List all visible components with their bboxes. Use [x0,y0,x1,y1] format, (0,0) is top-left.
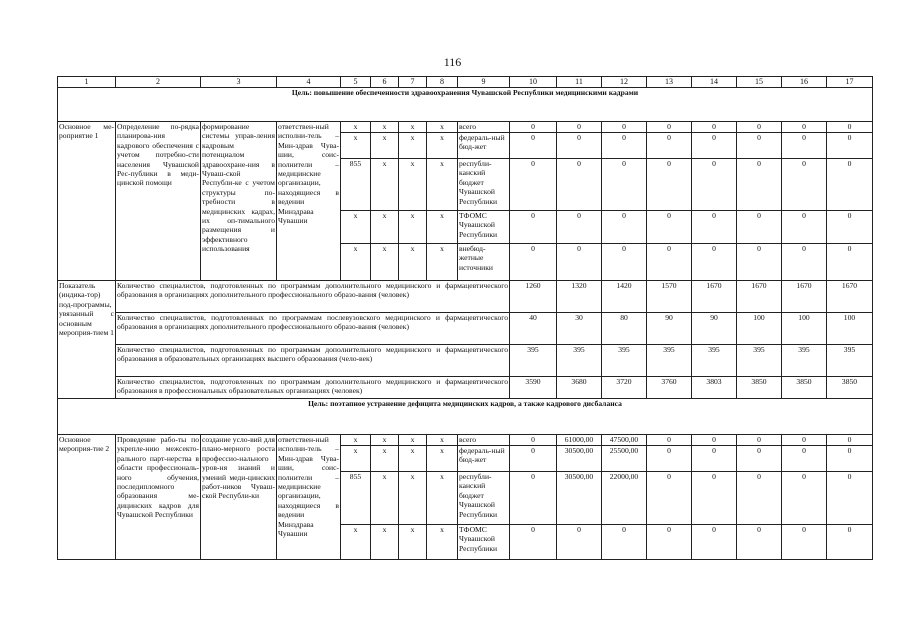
indicator-value: 3680 [557,377,602,399]
indicator-value: 80 [602,313,647,345]
year-value: 22000,00 [602,472,647,525]
indicator-value: 1670 [782,281,827,313]
year-value: 0 [557,133,602,159]
year-value: 61000,00 [557,435,602,446]
year-value: 0 [692,435,737,446]
indicator-text: Количество специалистов, подготовленных по программам дополнительного медицинского и фармацевтического образования в организациях дополнительного профессионального образо-вания (человек) [116,281,510,313]
year-value: 0 [557,525,602,560]
year-value: 0 [782,435,827,446]
column-header: 2 [116,77,201,88]
column-header: 10 [510,77,557,88]
funding-source: республи-канский бюджет Чувашской Республики [458,472,510,525]
event-executor: ответствен-ный исполни-тель – Мин-здрав Чува-шии, соис-полнители – медицинские организации, находящиеся в ведении Минздрава Чувашии [277,435,341,560]
year-value: 0 [782,159,827,211]
indicator-row [58,345,873,377]
indicator-value: 395 [782,345,827,377]
year-value: 0 [557,211,602,244]
year-value: 0 [510,472,557,525]
year-value: 0 [827,525,873,560]
year-value: 0 [510,244,557,281]
indicator-value: 1670 [737,281,782,313]
indicator-value: 395 [647,345,692,377]
budget-code: x [341,446,371,472]
column-header: 7 [399,77,427,88]
indicator-row [58,281,873,313]
column-header: 17 [827,77,873,88]
budget-code: x [399,122,427,133]
page-number: 116 [443,55,462,69]
year-value: 0 [827,446,873,472]
indicator-value: 100 [782,313,827,345]
column-header: 4 [277,77,341,88]
budget-code: x [399,435,427,446]
year-value: 0 [692,159,737,211]
indicator-row [58,377,873,399]
event-description: Определение по-рядка планирова-ния кадрового обеспечения с учетом потребно-сти населения Чувашской Рес-публики в меди-цинской помощи [116,122,201,281]
funding-source: федераль-ный бюд-жет [458,446,510,472]
year-value: 0 [782,525,827,560]
indicator-text: Количество специалистов, подготовленных по программам послевузовского медицинского и фармацевтического образования в организациях дополнительного профессионального образо-вания (человек) [116,313,510,345]
year-value: 0 [737,446,782,472]
indicator-value: 3850 [782,377,827,399]
year-value: 30500,00 [557,446,602,472]
indicator-value: 40 [510,313,557,345]
year-value: 0 [827,159,873,211]
indicator-value: 1670 [692,281,737,313]
column-header: 5 [341,77,371,88]
year-value: 0 [602,159,647,211]
indicator-value: 90 [647,313,692,345]
funding-source: ТФОМС Чувашской Республики [458,525,510,560]
header-row [58,77,873,88]
year-value: 0 [737,472,782,525]
budget-code: x [371,525,399,560]
budget-code: x [427,244,458,281]
event-result: создание усло-вий для плано-мерного роста профессио-нального уров-ня знаний и умений меди-цинских работ-ников Чуваш-ской Республи-ки [201,435,277,560]
year-value: 0 [602,211,647,244]
goal-heading: Цель: поэтапное устранение дефицита медицинских кадров, а также кадрового дисбаланса [58,399,873,435]
year-value: 0 [827,472,873,525]
budget-code: x [371,122,399,133]
funding-source: внебюд-жетные источники [458,244,510,281]
column-header: 6 [371,77,399,88]
budget-code: x [399,159,427,211]
year-value: 0 [647,446,692,472]
year-value: 0 [737,435,782,446]
budget-code: x [427,472,458,525]
year-value: 0 [737,211,782,244]
year-value: 0 [692,133,737,159]
year-value: 30500,00 [557,472,602,525]
budget-code: x [371,159,399,211]
goal-row [58,88,873,122]
column-header: 3 [201,77,277,88]
year-value: 0 [602,122,647,133]
year-value: 0 [737,244,782,281]
year-value: 0 [602,525,647,560]
budget-code: 855 [341,159,371,211]
indicator-value: 395 [557,345,602,377]
year-value: 0 [827,133,873,159]
funding-row [58,122,873,133]
year-value: 0 [737,525,782,560]
year-value: 0 [510,122,557,133]
budget-code: x [399,244,427,281]
year-value: 0 [827,435,873,446]
year-value: 0 [647,472,692,525]
budget-code: x [399,211,427,244]
year-value: 0 [692,472,737,525]
column-header: 9 [458,77,510,88]
year-value: 0 [782,122,827,133]
budget-code: x [341,435,371,446]
budget-code: x [399,446,427,472]
budget-code: x [341,244,371,281]
year-value: 0 [782,472,827,525]
year-value: 47500,00 [602,435,647,446]
year-value: 0 [692,525,737,560]
column-header: 1 [58,77,116,88]
year-value: 0 [647,211,692,244]
budget-code: x [371,472,399,525]
budget-code: x [341,211,371,244]
budget-code: x [341,133,371,159]
year-value: 25500,00 [602,446,647,472]
program-table [57,76,873,560]
year-value: 0 [692,211,737,244]
indicator-value: 100 [737,313,782,345]
budget-code: x [371,435,399,446]
indicator-value: 395 [692,345,737,377]
budget-code: x [427,133,458,159]
indicator-value: 1570 [647,281,692,313]
year-value: 0 [602,244,647,281]
column-header: 15 [737,77,782,88]
budget-code: x [427,435,458,446]
year-value: 0 [510,446,557,472]
year-value: 0 [647,244,692,281]
year-value: 0 [782,244,827,281]
year-value: 0 [827,122,873,133]
event-name: Основное мероприя-тие 2 [58,435,116,560]
goal-row [58,399,873,435]
budget-code: x [341,525,371,560]
year-value: 0 [647,435,692,446]
year-value: 0 [827,244,873,281]
budget-code: x [427,159,458,211]
year-value: 0 [647,133,692,159]
budget-code: x [371,446,399,472]
year-value: 0 [510,133,557,159]
year-value: 0 [737,133,782,159]
event-name: Основное ме-роприятие 1 [58,122,116,281]
budget-code: 855 [341,472,371,525]
indicator-text: Количество специалистов, подготовленных по программам дополнительного медицинского и фармацевтического образования в профессиональных образовательных организациях (человек) [116,377,510,399]
year-value: 0 [782,133,827,159]
event-description: Проведение рабо-ты по укрепле-нию межсекто-рального парт-нерства в области профессиональ-ного обучения, последипломного образования ме-дицинских кадров для Чувашской Республики [116,435,201,560]
funding-source: всего [458,122,510,133]
year-value: 0 [737,122,782,133]
indicator-value: 3850 [827,377,873,399]
year-value: 0 [647,525,692,560]
budget-code: x [371,244,399,281]
column-header: 16 [782,77,827,88]
budget-code: x [427,525,458,560]
year-value: 0 [557,244,602,281]
indicator-value: 1260 [510,281,557,313]
budget-code: x [399,525,427,560]
year-value: 0 [647,122,692,133]
year-value: 0 [737,159,782,211]
year-value: 0 [692,446,737,472]
budget-code: x [341,122,371,133]
indicator-value: 30 [557,313,602,345]
year-value: 0 [647,159,692,211]
event-executor: ответствен-ный исполни-тель – Мин-здрав Чува-шии, соис-полнители – медицинские организации, находящиеся в ведении Минздрава Чувашии [277,122,341,281]
year-value: 0 [692,122,737,133]
year-value: 0 [510,159,557,211]
budget-code: x [427,122,458,133]
indicator-value: 395 [737,345,782,377]
funding-row [58,435,873,446]
budget-code: x [399,472,427,525]
indicator-value: 395 [827,345,873,377]
column-header: 13 [647,77,692,88]
year-value: 0 [557,159,602,211]
funding-source: ТФОМС Чувашской Республики [458,211,510,244]
indicator-row [58,313,873,345]
budget-code: x [371,211,399,244]
year-value: 0 [557,122,602,133]
year-value: 0 [782,446,827,472]
year-value: 0 [510,211,557,244]
indicator-value: 3720 [602,377,647,399]
budget-code: x [427,446,458,472]
indicator-label: Показатель (индика-тор) под-программы, увязанный с основным мероприя-тием 1 [58,281,116,399]
year-value: 0 [692,244,737,281]
funding-source: всего [458,435,510,446]
column-header: 8 [427,77,458,88]
budget-code: x [427,211,458,244]
indicator-value: 3590 [510,377,557,399]
indicator-text: Количество специалистов, подготовленных по программам дополнительного медицинского и фармацевтического образования в образовательных организациях высшего образования (чело-век) [116,345,510,377]
indicator-value: 3760 [647,377,692,399]
year-value: 0 [510,525,557,560]
indicator-value: 100 [827,313,873,345]
year-value: 0 [827,211,873,244]
funding-source: федераль-ный бюд-жет [458,133,510,159]
year-value: 0 [510,435,557,446]
indicator-value: 395 [510,345,557,377]
year-value: 0 [782,211,827,244]
budget-code: x [399,133,427,159]
indicator-value: 1420 [602,281,647,313]
indicator-value: 3803 [692,377,737,399]
column-header: 14 [692,77,737,88]
goal-heading: Цель: повышение обеспеченности здравоохранения Чувашской Республики медицинскими кадрами [58,88,873,122]
funding-source: республи-канский бюджет Чувашской Республики [458,159,510,211]
column-header: 11 [557,77,602,88]
indicator-value: 1670 [827,281,873,313]
indicator-value: 90 [692,313,737,345]
budget-code: x [371,133,399,159]
indicator-value: 1320 [557,281,602,313]
column-header: 12 [602,77,647,88]
indicator-value: 3850 [737,377,782,399]
indicator-value: 395 [602,345,647,377]
event-result: формирование системы управ-ления кадровым потенциалом здравоохране-ния в Чуваш-ской Республи-ке с учетом структуры по-требности в медицинских кадрах, их оп-тимального размещения и эффективного использования [201,122,277,281]
year-value: 0 [602,133,647,159]
